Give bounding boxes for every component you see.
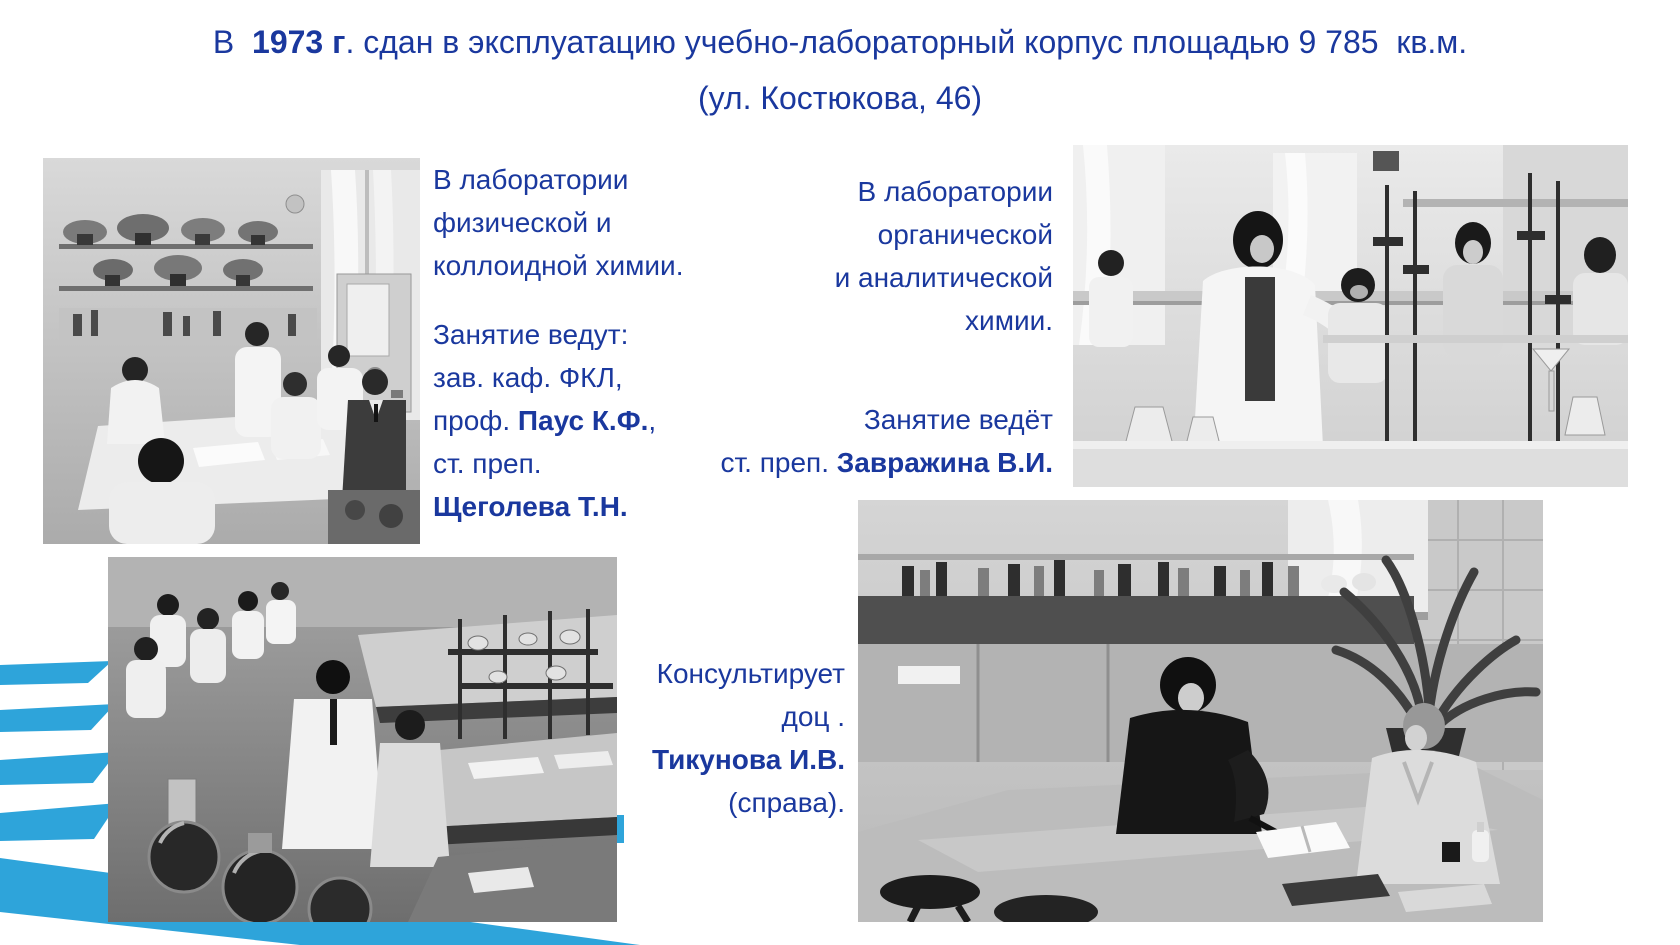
photo-physical-colloid-lab	[43, 158, 420, 544]
caption-line: Занятие ведёт	[863, 404, 1053, 435]
upper-shelf	[858, 554, 1414, 560]
upper-shelf	[1403, 199, 1628, 207]
caption-line: В 1973 г. сдан в эксплуатацию учебно-лабораторный корпус площадью 9 785 кв.м.	[212, 24, 1468, 60]
caption-line: и аналитической	[834, 262, 1053, 293]
slide-title-line2: (ул. Костюкова, 46)	[697, 80, 983, 116]
caption-line: ст. преп.	[433, 448, 542, 479]
wall-clock	[286, 195, 304, 213]
caption-physical-lab	[433, 158, 713, 528]
caption-line: Тикунова И.В.	[652, 744, 845, 775]
back-counter	[858, 596, 1414, 644]
caption-line: В лаборатории	[857, 176, 1053, 207]
caption-organic-lab	[700, 170, 1053, 484]
caption-line: физической и	[433, 207, 612, 238]
caption-line: проф. Паус К.Ф.,	[433, 405, 657, 436]
caption-line: химии.	[965, 305, 1053, 336]
caption-line: Консультирует	[656, 658, 845, 689]
shelf	[59, 244, 313, 249]
caption-line	[433, 287, 713, 313]
hanging-pot	[1373, 151, 1399, 171]
caption-line: доц .	[781, 701, 845, 732]
caption-line: органической	[877, 219, 1053, 250]
foreground-apparatus	[328, 490, 420, 544]
caption-line: коллоидной химии.	[433, 250, 684, 281]
front-table	[1073, 441, 1628, 449]
photo-lab-overview	[108, 557, 617, 922]
caption-line: зав. каф. ФКЛ,	[433, 362, 623, 393]
caption-line	[700, 342, 1053, 398]
caption-line: (справа).	[728, 787, 845, 818]
caption-line: Щеголева Т.Н.	[433, 491, 628, 522]
caption-line: В лаборатории	[433, 164, 629, 195]
glass-shelf-mid	[1323, 335, 1628, 343]
shelf	[59, 286, 313, 291]
caption-line: ст. преп. Завражина В.И.	[720, 447, 1053, 478]
slide-title-line1	[0, 14, 1680, 70]
photo-organic-analytical-lab	[1073, 145, 1628, 487]
slide-title	[0, 14, 1680, 126]
caption-line: Занятие ведут:	[433, 319, 629, 350]
photo-consultation	[858, 500, 1543, 922]
